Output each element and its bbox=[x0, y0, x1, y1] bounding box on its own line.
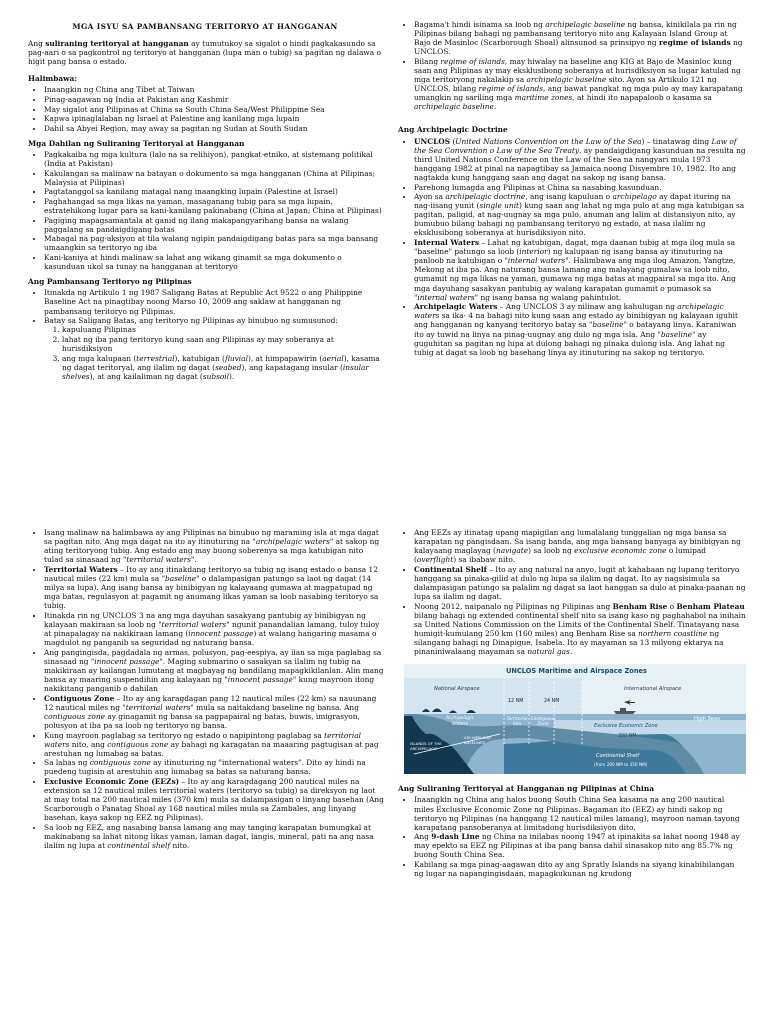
text-run: Noong 2012, naipanalo ng Pilipinas ng Pilipinas ang bbox=[414, 601, 613, 611]
text-run: , may hiwalay na baseline ang KIG at Bajo de Masinloc kung saan ang Pilipinas ay may eksklusibong soberanya at hurisdiksiyon sa lugar katulad ng mga teritoryong nakalakip sa bbox=[414, 56, 741, 85]
heading-archipelagic-doctrine: Ang Archipelagic Doctrine bbox=[398, 125, 508, 135]
text-run: Internal Waters bbox=[414, 238, 479, 248]
text-run: ). bbox=[229, 371, 235, 381]
text-run: o bbox=[667, 601, 677, 611]
document-title: MGA ISYU SA PAMBANSANG TERITORYO AT HANGGANAN bbox=[72, 22, 338, 31]
text-run: nito. bbox=[170, 841, 190, 851]
page-bottom-left bbox=[28, 528, 384, 1018]
text-run: aerial bbox=[322, 353, 344, 363]
text-run: ) sa loob ng bbox=[528, 546, 575, 556]
list-item-text: Batay sa Saligang Batas, ang teritoryo ng Pilipinas ay binubuo ng sumusunod: bbox=[44, 316, 338, 326]
text-run: Isang malinaw na halimbawa ay ang Pilipinas na binubuo ng maraming isla at mga dagat sa pagitan nito. Ang mga dagat na ito ay itinuturing na bbox=[44, 528, 379, 547]
text-run: Sa loob ng EEZ, ang nasabing bansa lamang ang may tanging karapatan bumungkal at makinabang sa lahat nitong likas yaman, laman dagat, langis, mineral, pati na ang nasa ilalim ng lupa at bbox=[44, 823, 374, 851]
text-run: single unit bbox=[479, 201, 520, 211]
text-run: interior bbox=[519, 247, 548, 257]
text-run: archipelagic baseline bbox=[414, 102, 494, 112]
text-run: , at hindi ito napapaloob o kasama sa bbox=[572, 93, 712, 103]
text-run: "territorial waters" bbox=[122, 555, 195, 565]
list-item bbox=[62, 335, 382, 353]
label-archipelagic-baselines: ARCHIPELAGIC BASELINES bbox=[464, 735, 492, 745]
list-item: • Dahil sa Abyei Region, may away sa pagitan ng Sudan at South Sudan bbox=[44, 124, 382, 133]
list-eez-shelf bbox=[398, 528, 746, 656]
list-item bbox=[414, 238, 746, 302]
text-run: kung mayroon itong nakikitang panganib o dahilan bbox=[44, 675, 375, 694]
text-run: insular shelves bbox=[62, 362, 369, 381]
list-maritime-zones bbox=[28, 528, 384, 850]
label-continental-shelf: Continental Shelf bbox=[596, 753, 640, 760]
text-run: contiguous zone bbox=[89, 758, 151, 768]
text-run: bilang bahagi ng extended continental shelf nito sa isang kaso ng paghahabol na inihain sa United Nations Commission on the Limits of the Continental Shelf. Tinatayang nasa humigit-kumulang 250 km (160 miles) ang Benham Rise sa bbox=[414, 610, 746, 639]
text-run: contiguous zone bbox=[107, 739, 169, 749]
text-run: ) sa ibabaw nito. bbox=[453, 555, 516, 565]
text-run: Kung mayroon paglabag sa teritoryo ng estado o napipintong paglabag sa bbox=[44, 730, 325, 740]
text-run: "territorial waters" bbox=[158, 619, 230, 629]
text-run: terrestrial bbox=[136, 353, 175, 363]
list-item: • Mabagal na pag-aksiyon at tila walang ngipin pandaigdigang batas para sa mga bansang umaangkin sa teritoryo ng iba bbox=[44, 234, 382, 252]
list-item bbox=[44, 611, 384, 647]
heading-pilipinas-china: Ang Suliraning Teritoryal at Hangganan ng Pilipinas at China bbox=[398, 784, 655, 794]
text-run: " o batayang linya. Karaniwan ito ay tuwid na linya na pinag-uugnay ang dulo ng mga isla. Ang " bbox=[414, 320, 737, 339]
text-run: archipelagic baseline bbox=[526, 75, 607, 85]
text-run: . bbox=[194, 555, 197, 565]
text-run: ng silangang bahagi ng Dinapigue, Isabela. Ito ay mayaman sa 13 milyong ektarya na pinaniniwalaang mayaman sa bbox=[414, 629, 724, 657]
text-run: regime of islands bbox=[659, 38, 731, 48]
list-item: • Kapwa ipinaglalaban ng Israel at Palestine ang kanilang mga lupain bbox=[44, 114, 382, 123]
text-run: territorial waters bbox=[44, 730, 362, 749]
text-run: Sa labas ng bbox=[44, 758, 90, 768]
text-run: Bilang bbox=[414, 56, 441, 66]
text-run: natural gas bbox=[527, 647, 570, 657]
text-run: "archipelagic waters" bbox=[252, 537, 334, 547]
list-item bbox=[414, 137, 746, 182]
list-item: • Kakulangan sa malinaw na batayan o dokumento sa mga hangganan (China at Pilipinas; Malaysia at Pilipinas) bbox=[44, 169, 382, 187]
text-run: subsoil bbox=[202, 371, 230, 381]
text-run: – Ito ay ang karagdagang 200 nautical miles na extension sa 12 nautical miles territorial waters (teritoryo sa tubig) sa direksyon ng laot at may total na 200 nautical miles (370 km) mula sa dalampasigan o linyang basehan bbox=[44, 777, 376, 805]
list-item: • Pagkakaiba ng mga kultura (lalo na sa relihiyon), pangkat-etniko, at sistemang politikal (India at Pakistan) bbox=[44, 150, 382, 168]
text-run: ), kasama ng dagat teritoryal, ang ilalim ng dagat ( bbox=[62, 353, 380, 372]
text-run: sito. Ayon sa Artikulo 121 ng UNCLOS, bilang bbox=[414, 75, 717, 94]
text-run: – Lahat ng katubigan, dagat, mga daanan tubig at mga ilog mula sa "baseline" patungo sa loob ( bbox=[414, 238, 736, 257]
text-run: (Ang Scarborough o Panatag Shoal ay 168 nautical miles mula sa Zambales, ang linyang basehan, kaya sakop ng EEZ ng Pilipinas). bbox=[44, 795, 384, 823]
label-200nm: 200 NM bbox=[618, 734, 637, 740]
text-run: ) kung saan ang lahat ng mga pulo at ang mga katubigan sa pagitan, paligid, at nag-uugnay sa mga pulo, anuman ang lalim at distansiyon nito, ay bumubuo bilang bahagi ng pambansang teritoryo ng estado, at nasa ilalim ng eksklusibong soberanya at hurisdiksiyon nito. bbox=[414, 201, 745, 238]
list-item bbox=[414, 832, 746, 859]
text-run: ) at walang hangaring masama o magdulot ng panganib sa seguridad ng naturang bansa. bbox=[44, 629, 377, 648]
text-run: – Ito ay ang natural na anyo, lugit at kahabaan ng lupang teritoryo hanggang sa pinaka-gilid at dulo ng lupa sa ilalim ng dagat. Ito ay nagsisimula sa dalampasigan patungo sa palalim ng dagat sa laot hanggan sa dulo at pinaka-paanan ng lupa sa ilalim ng dagat. bbox=[414, 564, 746, 602]
text-run: exclusive economic zone bbox=[574, 546, 667, 556]
text-run: ) – tinatawag ding bbox=[641, 136, 712, 146]
text-run: UNCLOS bbox=[414, 136, 451, 146]
text-run: baseline bbox=[592, 320, 624, 330]
list-item bbox=[44, 777, 384, 822]
text-run: seabed bbox=[215, 362, 242, 372]
text-run: Ang pangingisda, pagdadala ng armas, polusyon, pag-eespiya, ay ilan sa mga paglabag sa sinasaad ng bbox=[44, 647, 382, 666]
label-international-airspace: International Airspace bbox=[624, 686, 682, 693]
list-item bbox=[414, 302, 746, 357]
label-24nm: 24 NM bbox=[544, 699, 560, 705]
label-contiguous-zone: Contiguous Zone bbox=[530, 717, 556, 728]
text-run: continental shelf bbox=[107, 841, 171, 851]
list-item bbox=[44, 528, 384, 564]
list-item bbox=[62, 325, 382, 334]
text-run: ) ng kalupaan ng isang bansa ay itinuturing na panloob na katubigan o bbox=[414, 247, 723, 266]
text-run: , ang isang kapuluan o bbox=[525, 192, 613, 202]
list-item: • Pinag-aagawan ng India at Pakistan ang Kashmir bbox=[44, 95, 382, 104]
list-item: • Itinakda ng Artikulo 1 ng 1987 Saligang Batas at Republic Act 9522 o ang Philippine Baseline Act na pinagtibay noong Marso 10, 2009 ang saklaw at hangganan ng pambansang teritoryo ng Pilipinas. bbox=[44, 288, 382, 315]
text-run: Inaangkin ng China ang halos buong South China Sea kasama na ang 200 nautical miles Exclusive Economic Zone ng Pilipinas. Bagaman ito (EEZ) ay hindi sakop ng teritoryo ng Pilipinas (na hanggang 12 nautical miles lamang), mayroon naman tayong karapatang pansoberanya at limitadong hurisdiksiyon dito. bbox=[414, 795, 740, 832]
list-item: • Pagtatanggol sa kanilang matagal nang inaangking lupain (Palestine at Israel) bbox=[44, 187, 382, 196]
text-run: ng bansa, kinikilala pa rin ng Pilipinas bilang bahagi ng pambansang teritoryo nito ang Kalayaan Island Group at Bajo de Masinloc (Scarborough Shoal) alinsunod sa prinsipyo ng bbox=[414, 20, 737, 48]
text-run: maritime zones bbox=[514, 93, 573, 103]
national-airspace-band bbox=[404, 678, 582, 714]
text-run: Contiguous Zone bbox=[44, 693, 115, 703]
text-run: – Ito ay ang itinakdang teritoryo sa tubig ng isang estado o bansa 12 nautical miles (22 km) mula sa bbox=[44, 564, 378, 583]
text-run: Ang bbox=[414, 832, 432, 842]
list-item bbox=[44, 758, 384, 776]
text-run: northern coastline bbox=[638, 629, 708, 639]
text-run: "innocent passage" bbox=[224, 675, 297, 684]
text-run: . bbox=[569, 647, 573, 657]
label-high-seas: High Seas bbox=[694, 716, 720, 723]
text-run: . bbox=[493, 102, 497, 112]
text-run: Parehong lumagda ang Pilipinas at China sa nasabing kasunduan. bbox=[414, 182, 662, 192]
text-run: ng UNCLOS. bbox=[414, 38, 743, 57]
text-run: contiguous zone bbox=[44, 711, 106, 721]
text-run: ng China na inilabas noong 1947 at ipinakita sa lahat noong 1948 ay may epekto sa EEZ ng Pilipinas at iba pang bansa dahil sinasakop nito ang 85.7% ng buong South China Sea. bbox=[414, 832, 740, 860]
text-run: . Maging submarino o sasakyan sa ilalim ng tubig na makikiraan ay kailangan lumutang at magbayag ng bandilang mapagkikilanlan. Alin mang bansa ay maaring suspendihin ang kalayaan ng bbox=[44, 656, 384, 684]
label-archipelagic-waters: Archipelagic Waters bbox=[445, 716, 475, 727]
text-run: Exclusive Economic Zone (EEZs) bbox=[44, 777, 180, 787]
text-run: ng isang bansa ng walang pahintulot. bbox=[478, 292, 622, 302]
text-run: ay tumutukoy sa sigalot o hindi pagkakasundo sa pag-aari o sa pagkontrol ng teritoryo at hangganan (lupa man o tubig) sa pagitan ng dalawa o higit pang bansa o estado. bbox=[28, 39, 381, 67]
label-eez: Exclusive Economic Zone bbox=[594, 723, 658, 730]
text-run: United Nations Convention on the Law of the Sea bbox=[455, 136, 642, 146]
text-run: "innocent passage" bbox=[90, 656, 163, 666]
text-run: 9-dash Line bbox=[431, 832, 480, 842]
text-run: Archipelagic Waters bbox=[414, 302, 498, 312]
label-12nm: 12 NM bbox=[508, 699, 524, 705]
text-run: regime of islands bbox=[478, 84, 544, 94]
sublist-teritoryo bbox=[44, 325, 382, 381]
list-item bbox=[414, 795, 746, 831]
text-run: baseline bbox=[660, 329, 693, 339]
page-bottom-right bbox=[398, 528, 746, 1018]
list-item: • Inaangkin ng China ang Tibet at Taiwan bbox=[44, 85, 382, 94]
list-item bbox=[62, 354, 382, 381]
list-item bbox=[414, 860, 746, 878]
text-run: suliraning teritoryal at hangganan bbox=[45, 39, 189, 49]
text-run: Kabilang sa mga pinag-aagawan dito ay ang Spratly Islands na siyang kinabibilangan ng lugar na napangingisdaan, mapagkukunan ng krudong bbox=[414, 860, 735, 879]
text-run: Law of the Sea Convention o Law of the Sea Treaty bbox=[414, 136, 737, 155]
text-run: innocent passage bbox=[188, 629, 254, 639]
text-run: archipelagic doctrine bbox=[445, 192, 526, 202]
text-run: o dalampasigan patungo sa laot ng dagat (14 milya sa lupa). Ang isang bansa ay binibigyan ng kalayaang gumawa at magpatupad ng mga batas, regulasyon at pagamit ng anumang likas yaman sa loob nasabing teritoryo sa tubig. bbox=[44, 573, 379, 611]
text-run: – Ang UNCLOS 3 ay nilinaw ang kahulugan ng bbox=[497, 302, 678, 312]
text-run: lahat ng iba pang teritoryo kung saan ang Pilipinas ay may soberanya at hurisdiksiyon bbox=[62, 334, 334, 353]
text-run: regime of islands bbox=[440, 56, 505, 66]
heading-pambansang-teritoryo: Ang Pambansang Teritoryo ng Pilipinas bbox=[28, 277, 192, 287]
text-run: Ayon sa bbox=[414, 192, 446, 202]
list-item bbox=[44, 648, 384, 693]
list-item bbox=[414, 602, 746, 657]
text-run: ), at ang kailaliman ng dagat ( bbox=[89, 371, 203, 381]
list-item bbox=[44, 565, 384, 610]
list-item bbox=[414, 20, 746, 56]
text-run: Bagama't hindi isinama sa loob ng bbox=[414, 20, 546, 29]
text-run: ), katubigan ( bbox=[174, 353, 225, 363]
text-run: kapuluang Pilipinas bbox=[62, 325, 136, 335]
text-run: archipelagic baseline bbox=[545, 20, 626, 29]
list-dahilan bbox=[28, 150, 382, 271]
heading-halimbawa: Halimbawa: bbox=[28, 74, 78, 84]
list-pilipinas-china bbox=[398, 795, 746, 878]
text-run: navigate bbox=[495, 546, 529, 556]
list-item bbox=[414, 528, 746, 564]
list-item bbox=[44, 731, 384, 758]
list-item bbox=[414, 57, 746, 112]
text-run: mula sa naitakdang baseline ng bansa. Ang bbox=[193, 702, 359, 712]
text-run: "baseline" bbox=[161, 573, 200, 583]
list-item: • May sigalot ang Pilipinas at China sa South China Sea/West Philippine Sea bbox=[44, 105, 382, 114]
unclos-zones-figure bbox=[404, 664, 746, 774]
page-top-left bbox=[28, 20, 382, 460]
text-run: Continental Shelf bbox=[414, 564, 487, 574]
text-run: "internal waters" bbox=[504, 256, 569, 266]
text-run: ay ginagamit ng bansa sa pagpapairal ng batas, buwis, imigrasyon, polusyon at iba pa sa loob ng teritoryo ng bansa. bbox=[44, 711, 360, 730]
list-pambansang-teritoryo bbox=[28, 288, 382, 380]
text-run: , ang bawat pangkat ng mga pulo ay may karapatang umangkin ng sariling mga bbox=[414, 84, 743, 103]
page-top-right bbox=[398, 20, 746, 460]
label-islands-archipelago: ISLANDS OF THE ARCHIPELAGO bbox=[410, 741, 442, 751]
text-run: ), ang kapatagang insular ( bbox=[241, 362, 343, 372]
list-halimbawa bbox=[28, 85, 382, 132]
list-item: • Paghahangad sa mga likas na yaman, masaganang tubig para sa mga lupain, estratehikong lugar para sa kani-kanilang pakinabang (China at Japan; China at Pilipinas) bbox=[44, 197, 382, 215]
text-run: ang mga kalupaan ( bbox=[62, 353, 137, 363]
text-run: ( bbox=[450, 136, 456, 146]
text-run: nito, ang bbox=[69, 739, 108, 749]
list-regime-of-islands bbox=[398, 20, 746, 111]
text-run: ay bahagi ng karagatan na maaaring pagtugisan at pag arestuhan ng lumabag sa batas. bbox=[44, 739, 379, 758]
list-item bbox=[44, 823, 384, 850]
list-item bbox=[414, 183, 746, 192]
text-run: archipelagic waters bbox=[414, 302, 724, 321]
list-item bbox=[414, 192, 746, 237]
list-item: • Pagiging mapagsamantala at ganid ng ilang makapangyarihang bansa na walang paggalang sa pandaigdigang batas bbox=[44, 216, 382, 234]
list-item bbox=[414, 565, 746, 601]
text-run: o lumipad ( bbox=[414, 546, 706, 565]
text-run: archipelago bbox=[612, 192, 657, 202]
text-run: ay dapat ituring na nag-iisang yunit ( bbox=[414, 192, 731, 211]
text-run: , ay pandaigdigang kasunduan na resulta ng third United Nations Conference on the Law of the Sea na nangyari mula 1973 hanggang 1982 at pinal na napagtibay sa Jamaica noong Disyembre 10, 1982. Ito ang nagtakda kung hanggang saan ang dagat na sakop ng isang bansa. bbox=[414, 145, 746, 182]
text-run: Benham Rise bbox=[612, 601, 668, 611]
list-item: • Kani-kaniya at hindi malinaw sa lahat ang wikang ginamit sa mga dokumento o kasunduan ukol sa tunay na hangganan at teritoryo bbox=[44, 253, 382, 271]
text-run: Itinakda rin ng UNCLOS 3 na ang mga dayuhan sasakyang pantubig ay binibigyan ng kalayaan makiraan sa loob ng bbox=[44, 610, 366, 629]
text-run: " ay guguhitan sa pagitan ng lupa at dulong bahagi ng pinaka dulong isla. Ang lahat ng tubig at dagat sa loob ng basehang linya ay itinuturing na sakop ng teritoryo. bbox=[414, 329, 725, 357]
intro-paragraph bbox=[28, 39, 382, 66]
text-run: sa ika- 4 na bahagi nito kung saan ang estado ay binibigyan ng kalayaan iguhit ang hangganan ng kanyang teritoryo batay sa " bbox=[414, 311, 738, 330]
label-national-airspace: National Airspace bbox=[434, 686, 480, 693]
text-run: ), at himpapawirin ( bbox=[247, 353, 323, 363]
text-run: Ang bbox=[28, 39, 46, 49]
list-archipelagic-doctrine bbox=[398, 137, 746, 357]
text-run: "territorial waters" bbox=[122, 702, 194, 712]
text-run: ay itinuturing ng "international waters". Dito ay hindi na puedeng tugisin at arestuhin ang lumabag sa batas sa naturang bansa. bbox=[44, 758, 366, 777]
text-run: at sakop ng ating teritoryong tubig. Ang estado ang may buong soberenya sa mga katubigan nito tulad sa sinasaad ng bbox=[44, 537, 380, 565]
text-run: fluvial bbox=[224, 353, 248, 363]
figure-title: UNCLOS Maritime and Airspace Zones bbox=[506, 667, 647, 676]
text-run: . Halimbawa ang mga ilog Amazon, Yangtze, Mekong at iba pa. Ang naturang bansa lamang ang malayang gumalaw sa loob nito, gumamit ng mga likas na yaman, gumawa ng mga batas at magpairal sa mga ito. Ang mga dayuhang sasakyan pantubig ay walang karapatan gumamit o pumasok sa bbox=[414, 256, 736, 293]
text-run: overflight bbox=[416, 555, 454, 565]
text-run: Benham Plateau bbox=[676, 601, 745, 611]
text-run: – Ito ay ang karagdagan pang 12 nautical miles (22 km) sa nauunang 12 nautical miles ng bbox=[44, 693, 377, 712]
text-run: Territorial Waters bbox=[44, 564, 118, 574]
text-run: "internal waters" bbox=[414, 292, 479, 302]
text-run: Ang EEZs ay itinatag upang mapigilan ang lumalalang tunggalian ng mga bansa sa karapatan ng pangisdaan. Sa isang banda, ang mga bansang banyaga ay binibigyan ng kalayaang maglayag ( bbox=[414, 528, 741, 556]
label-territorial-sea: Territorial Sea bbox=[506, 717, 528, 728]
list-item bbox=[44, 694, 384, 730]
list-item bbox=[44, 316, 382, 381]
text-run: ngunit panandalian lamang, tuloy tuloy at pinapalagay na nakikiraan lamang ( bbox=[44, 619, 380, 639]
label-shelf-note: (from 200 NM to 350 NM) bbox=[594, 762, 648, 768]
heading-dahilan: Mga Dahilan ng Suliraning Teritoryal at Hangganan bbox=[28, 138, 245, 148]
